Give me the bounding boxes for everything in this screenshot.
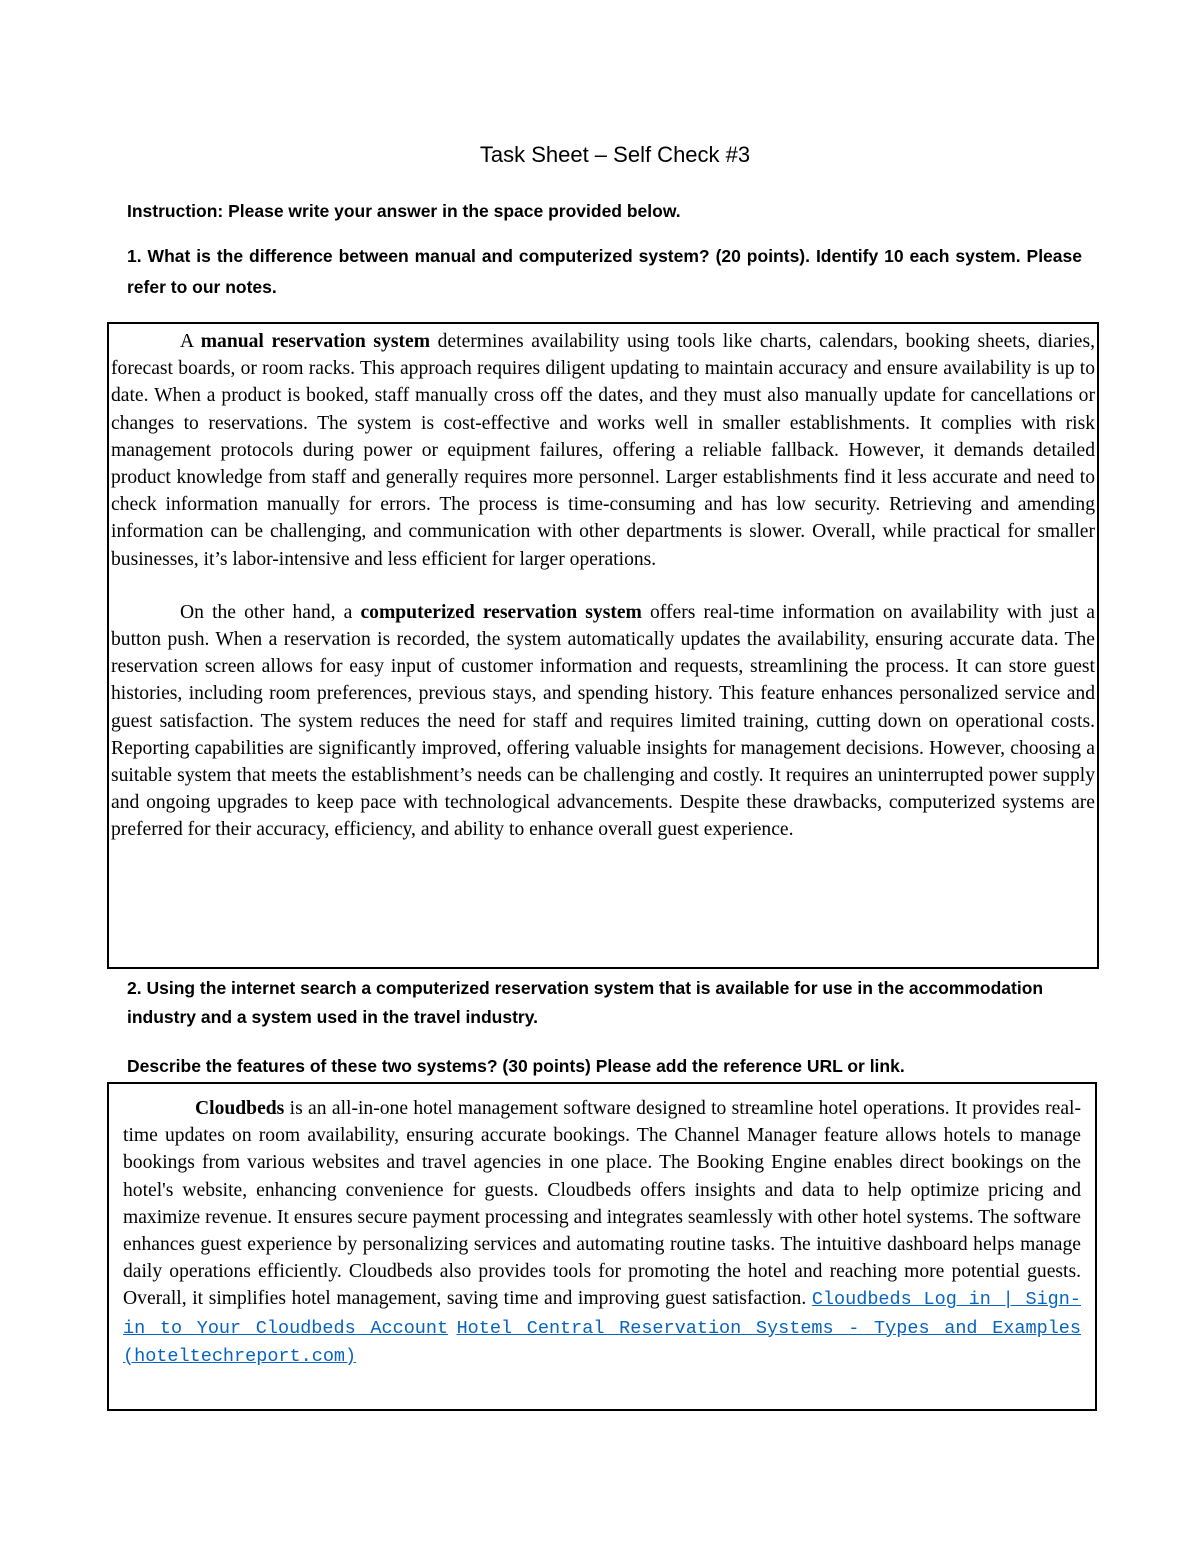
computerized-system-term: computerized reservation system	[360, 601, 642, 623]
answer-1-paragraph-computerized	[111, 599, 1095, 844]
manual-system-term: manual reservation system	[200, 331, 431, 352]
answer-2-paragraph	[123, 1095, 1081, 1370]
question-2: 2. Using the internet search a computerized reservation system that is available for use in the accommodation industry and a system used in the travel industry.	[127, 978, 1044, 1027]
answer-2-text: is an all-in-one hotel management software designed to streamline hotel operations. It provides real-time updates on room availability, ensuring accurate bookings. The Channel Manager feature allows hotels to manage bookings from various websites and travel agencies in one place. The Booking Engine enables direct bookings on the hotel's website, enhancing convenience for guests. Cloudbeds offers insights and data to help optimize pricing and maximize revenue. It ensures secure payment processing and integrates seamlessly with other hotel systems. The software enhances guest experience by personalizing services and automating routine tasks. The intuitive dashboard helps manage daily operations efficiently. Cloudbeds also provides tools for promoting the hotel and reaching more potential guests. Overall, it simplifies hotel management, saving time and improving guest satisfaction.	[123, 1098, 1081, 1310]
answer-box-2[interactable]	[107, 1082, 1097, 1411]
cloudbeds-login-link[interactable]: Cloudbeds Log in | Sign-in to Your Cloudbeds Account	[123, 1289, 1081, 1339]
question-2-describe: Describe the features of these two systems? (30 points) Please add the reference URL or link.	[127, 1056, 905, 1076]
answer-1-paragraph-manual	[111, 328, 1095, 573]
instruction-text: Instruction: Please write your answer in the space provided below.	[127, 201, 681, 221]
cloudbeds-term: Cloudbeds	[195, 1098, 285, 1119]
page-title: Task Sheet – Self Check #3	[479, 142, 751, 167]
answer-1-para1-lead: A	[180, 331, 201, 352]
hoteltechreport-link[interactable]: Hotel Central Reservation Systems - Types and Examples (hoteltechreport.com)	[123, 1317, 1082, 1367]
answer-1-para1-text: determines availability using tools like charts, calendars, booking sheets, diaries, forecast boards, or room racks. This approach requires diligent updating to maintain accuracy and ensure availability is up to date. When a product is booked, staff manually cross off the dates, and they must also manually update for cancellations or changes to reservations. The system is cost-effective and works well in smaller establishments. It complies with risk management protocols during power or equipment failures, offering a reliable fallback. However, it demands detailed product knowledge from staff and generally requires more personnel. Larger establishments find it less accurate and need to check information manually for errors. The process is time-consuming and has low security. Retrieving and amending information can be challenging, and communication with other departments is slower. Overall, while practical for smaller businesses, it’s labor-intensive and less efficient for larger operations.	[111, 331, 1096, 570]
question-1: 1. What is the difference between manual and computerized system? (20 points). Identify 10 each system. Please refer to our notes.	[127, 246, 1082, 297]
answer-1-para2-text: offers real-time information on availability with just a button push. When a reservation is recorded, the system automatically updates the availability, ensuring accurate data. The reservation screen allows for easy input of customer information and requests, streamlining the process. It can store guest histories, including room preferences, previous stays, and spending history. This feature enhances personalized service and guest satisfaction. The system reduces the need for staff and requires limited training, cutting down on operational costs. Reporting capabilities are significantly improved, offering valuable insights for management decisions. However, choosing a suitable system that meets the establishment’s needs can be challenging and costly. It requires an uninterrupted power supply and ongoing upgrades to keep pace with technological advancements. Despite these drawbacks, computerized systems are preferred for their accuracy, efficiency, and ability to enhance overall guest experience.	[111, 601, 1095, 841]
answer-1-para2-lead: On the other hand, a	[180, 601, 361, 623]
answer-box-1[interactable]	[107, 322, 1099, 969]
